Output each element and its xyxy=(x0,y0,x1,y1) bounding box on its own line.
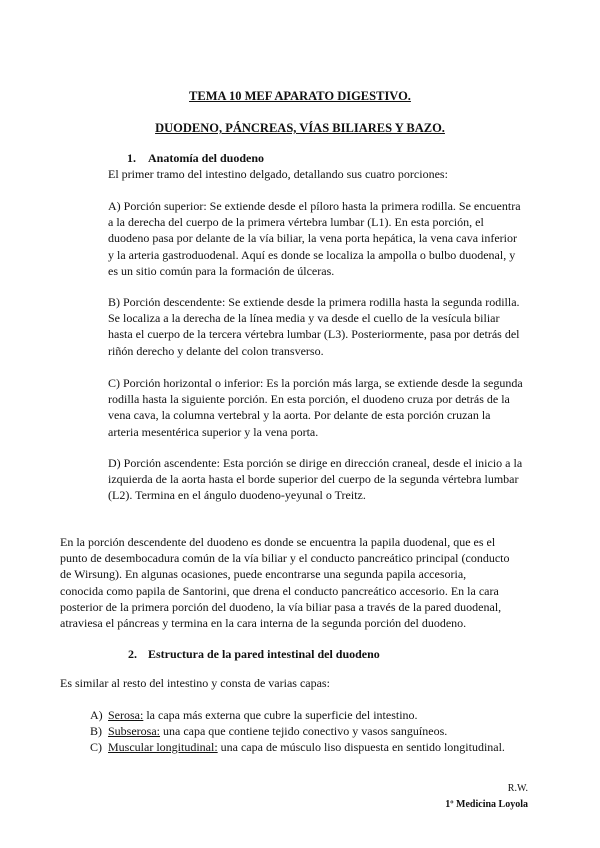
portion-line: C) Porción horizontal o inferior: Es la porción más larga, se extiende desde la segunda xyxy=(108,376,523,390)
portion-line: A) Porción superior: Se extiende desde el píloro hasta la primera rodilla. Se encuentra xyxy=(108,199,521,213)
list-item xyxy=(108,740,505,755)
portion-line: D) Porción ascendente: Esta porción se dirige en dirección craneal, desde el inicio a la xyxy=(108,456,523,470)
paragraph-line: conocida como papila de Santorini, que drena el conducto pancreático accesorio. En la cara xyxy=(60,583,499,598)
paragraph-line: posterior de la primera porción del duodeno, la vía biliar pasa a través de la pared duodenal, xyxy=(60,599,502,614)
section-1-number: 1. xyxy=(127,151,136,165)
portion-line: B) Porción descendente: Se extiende desde la primera rodilla hasta la segunda rodilla. xyxy=(108,295,520,309)
layer-term: Serosa: xyxy=(108,708,144,722)
portion-line: Se localiza a la derecha de la línea media y va desde el cuello de la vesícula biliar xyxy=(108,311,500,326)
paragraph-line: atraviesa el páncreas y termina en la cara interna de la segunda porción del duodeno. xyxy=(60,616,467,630)
layer-description: una capa de músculo liso dispuesta en sentido longitudinal. xyxy=(217,740,505,754)
portion-line: y la arteria gastroduodenal. Aquí es donde se localiza la ampolla o bulbo duodenal, y xyxy=(108,247,516,262)
section-2-intro: Es similar al resto del intestino y consta de varias capas: xyxy=(60,676,330,690)
portion-line: rodilla hasta la siguiente porción. En esta porción, el duodeno cruza por detrás de la xyxy=(108,392,510,407)
list-marker: B) xyxy=(90,724,102,738)
portion-line: riñón derecho y delante del colon transverso. xyxy=(108,343,324,358)
paragraph-line: de Wirsung). En algunas ocasiones, puede encontrarse una segunda papila accesoria, xyxy=(60,567,467,582)
section-2-heading: Estructura de la pared intestinal del duodeno xyxy=(148,647,380,661)
section-2-number: 2. xyxy=(128,647,137,661)
portion-line: izquierda de la aorta hasta el borde superior del cuerpo de la segunda vértebra lumbar xyxy=(108,472,519,487)
layer-term: Subserosa: xyxy=(108,724,160,738)
footer-author: R.W. xyxy=(507,783,528,794)
section-1-intro: El primer tramo del intestino delgado, detallando sus cuatro porciones: xyxy=(108,167,448,181)
portion-line: (L2). Termina en el ángulo duodeno-yeyunal o Treitz. xyxy=(108,488,366,503)
document-title: TEMA 10 MEF APARATO DIGESTIVO. xyxy=(189,89,411,103)
layer-description: una capa que contiene tejido conectivo y vasos sanguíneos. xyxy=(160,724,448,738)
portion-line: a la derecha del cuerpo de la primera vértebra lumbar (L1). En esta porción, el xyxy=(108,215,484,230)
footer-course: 1º Medicina Loyola xyxy=(445,799,528,810)
list-marker: A) xyxy=(90,708,103,722)
portion-line: hasta el cuerpo de la tercera vértebra lumbar (L3). Posteriormente, pasa por detrás del xyxy=(108,327,520,342)
document-subtitle: DUODENO, PÁNCREAS, VÍAS BILIARES Y BAZO. xyxy=(155,121,445,135)
list-item xyxy=(108,724,447,739)
portion-line: arteria mesentérica superior y la vena porta. xyxy=(108,424,319,439)
section-1-heading: Anatomía del duodeno xyxy=(148,151,265,165)
list-item xyxy=(108,708,418,723)
portion-line: duodeno pasa por delante de la vía biliar, la vena porta hepática, la vena cava inferior xyxy=(108,231,517,246)
layer-term: Muscular longitudinal: xyxy=(108,740,218,754)
paragraph-line: punto de desembocadura común de la vía biliar y el conducto pancreático principal (conducto xyxy=(60,551,510,566)
layer-description: la capa más externa que cubre la superficie del intestino. xyxy=(143,708,418,722)
portion-line: vena cava, la columna vertebral y la aorta. Por delante de esta porción cruzan la xyxy=(108,408,491,423)
list-marker: C) xyxy=(90,740,102,754)
portion-line: es un sitio común para la formación de úlceras. xyxy=(108,263,335,278)
paragraph-line: En la porción descendente del duodeno es donde se encuentra la papila duodenal, que es el xyxy=(60,535,496,549)
